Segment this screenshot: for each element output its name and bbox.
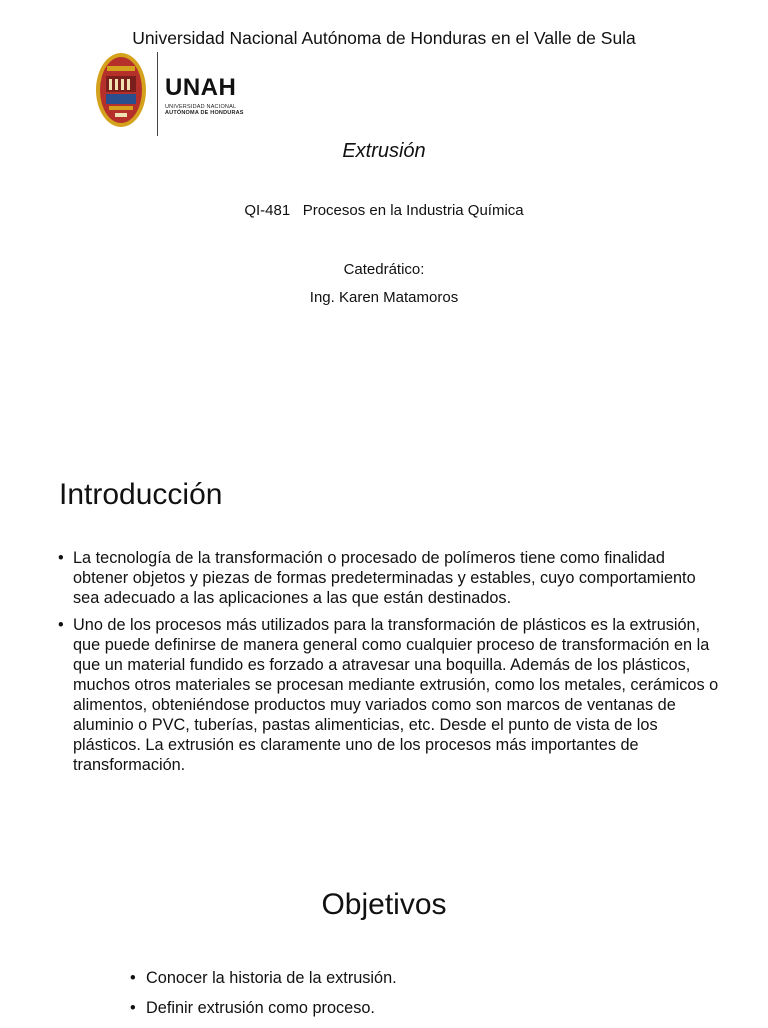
logo-subtitle-1: UNIVERSIDAD NACIONAL [165, 104, 237, 110]
bullet-icon: • [58, 549, 64, 567]
presentation-title: Extrusión [342, 140, 426, 162]
introduction-heading: Introducción [59, 478, 223, 511]
bullet-icon: • [130, 999, 136, 1017]
objectives-slide [0, 880, 768, 1024]
bullet-icon: • [58, 616, 64, 634]
list-item [130, 968, 690, 988]
list-item [58, 615, 723, 775]
introduction-slide [0, 468, 768, 828]
university-name: Universidad Nacional Autónoma de Honduras en el Valle de Sula [132, 28, 636, 48]
professor-label: Catedrático: [343, 261, 425, 278]
bullet-text: Definir extrusión como proceso. [146, 999, 375, 1017]
professor-name: Ing. Karen Matamoros [309, 289, 459, 306]
logo-divider [157, 52, 158, 136]
bullet-text: Uno de los procesos más utilizados para la transformación de plásticos es la extrusión, que puede definirse de manera general como cualquier proceso de transformación en la que un material fundido es forzado a atravesar una boquilla. Además de los plásticos, muchos otros materiales se procesan mediante extrusión, como los metales, cerámicos o alimentos, obteniéndose productos muy variados como son marcos de ventanas de aluminio o PVC, tuberías, pastas alimenticias, etc. Desde el punto de vista de los plásticos. La extrusión es claramente uno de los procesos más importantes de transformación. [73, 616, 719, 774]
introduction-bullets [58, 548, 723, 782]
list-item [130, 998, 690, 1018]
university-seal-icon [95, 52, 147, 128]
logo-wordmark: UNAH [165, 74, 237, 101]
unah-logo [95, 50, 255, 140]
title-slide [0, 0, 768, 330]
objectives-bullets [130, 968, 690, 1028]
bullet-text: Conocer la historia de la extrusión. [146, 969, 397, 987]
bullet-icon: • [130, 969, 136, 987]
bullet-text: La tecnología de la transformación o procesado de polímeros tiene como finalidad obtener objetos y piezas de formas predeterminadas y estables, cuyo comportamiento sea adecuado a las aplicaciones a las que están destinados. [73, 549, 696, 607]
list-item [58, 548, 723, 608]
objectives-heading: Objetivos [321, 888, 447, 921]
logo-subtitle-2: AUTÓNOMA DE HONDURAS [165, 110, 244, 116]
course-name: QI-481 Procesos en la Industria Química [244, 202, 524, 219]
